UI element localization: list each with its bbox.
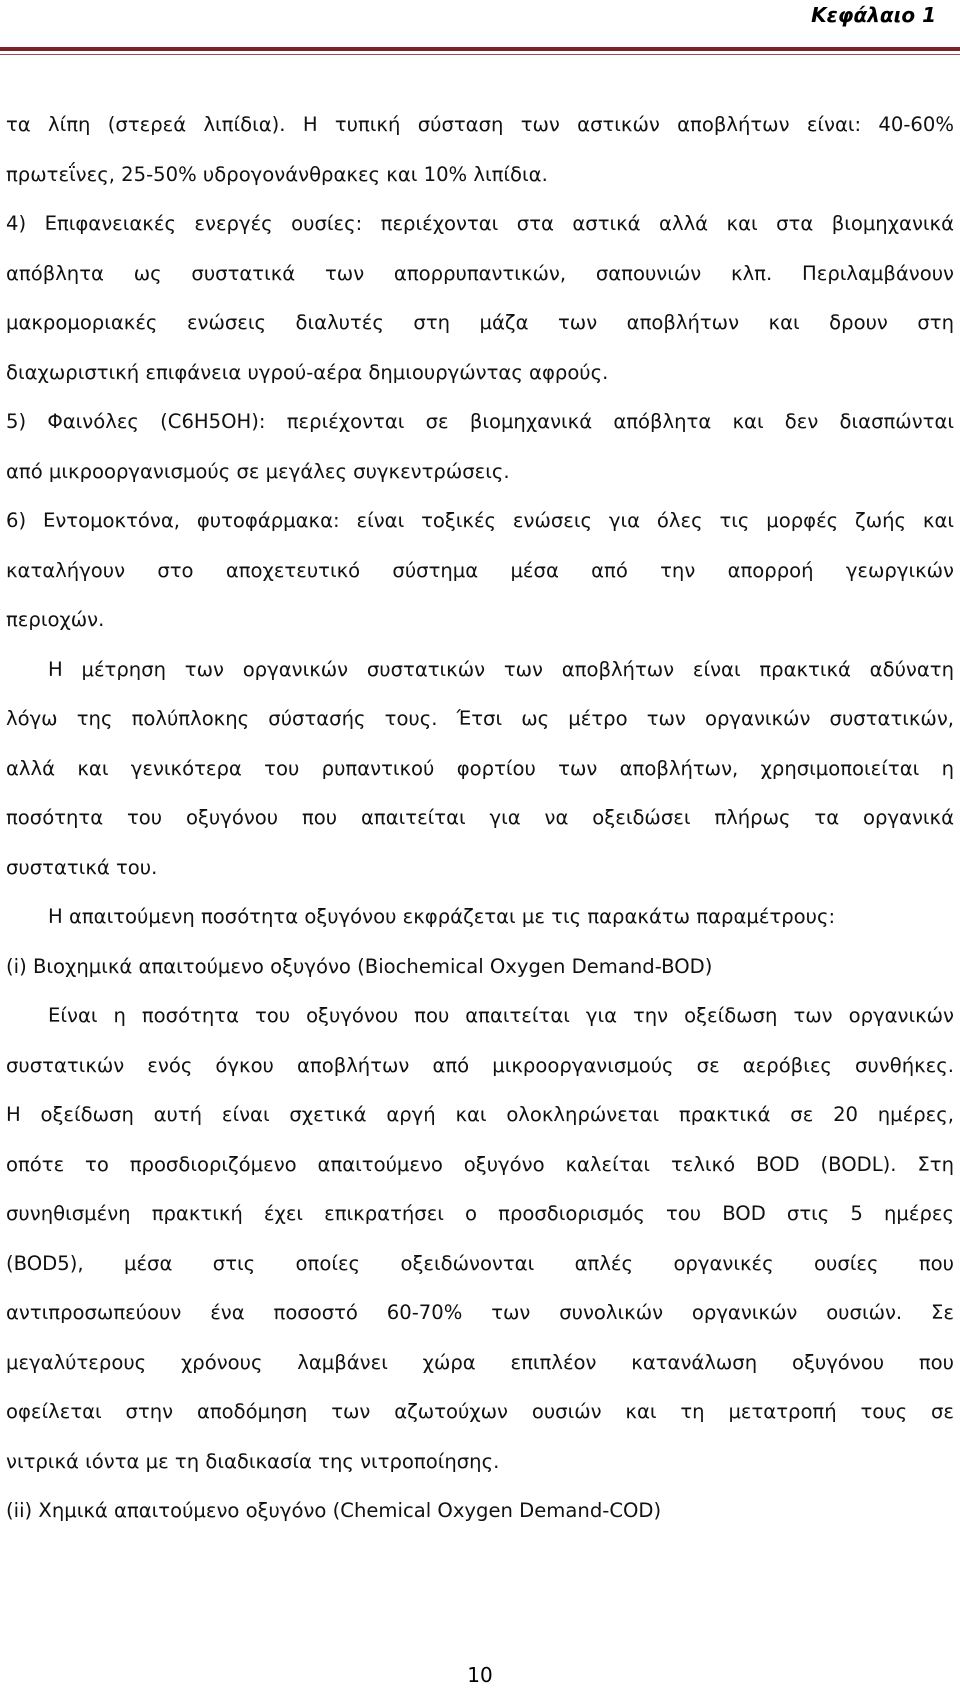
text-line: οφείλεται στην αποδόμηση των αζωτούχων ουσιών και τη μετατροπή τους σε [6, 1400, 954, 1423]
text-line: Η μέτρηση των οργανικών συστατικών των αποβλήτων είναι πρακτικά αδύνατη [48, 657, 954, 681]
text-line: Η οξείδωση αυτή είναι σχετικά αργή και ολοκληρώνεται πρακτικά σε 20 ημέρες, [6, 1103, 954, 1126]
text-line: οπότε το προσδιοριζόμενο απαιτούμενο οξυγόνο καλείται τελικό BOD (BODL). Στη [6, 1152, 954, 1176]
text-line: μακρομοριακές ενώσεις διαλυτές στη μάζα των αποβλήτων και δρουν στη [6, 311, 954, 334]
text-line: συνηθισμένη πρακτική έχει επικρατήσει ο προσδιορισμός του BOD στις 5 ημέρες [6, 1202, 954, 1225]
text-line: από μικροοργανισμούς σε μεγάλες συγκεντρώσεις. [6, 459, 510, 483]
text-line: περιοχών. [6, 608, 105, 631]
text-line: (BOD5), μέσα στις οποίες οξειδώνονται απλές οργανικές ουσίες που [6, 1251, 954, 1275]
page-body [6, 100, 954, 1536]
text-line: Η απαιτούμενη ποσότητα οξυγόνου εκφράζεται με τις παρακάτω παραμέτρους: [48, 905, 836, 928]
text-line: νιτρικά ιόντα με τη διαδικασία της νιτροποίησης. [6, 1449, 500, 1473]
text-line: Είναι η ποσότητα του οξυγόνου που απαιτείται για την οξείδωση των οργανικών [48, 1004, 954, 1027]
text-line: 6) Εντομοκτόνα, φυτοφάρμακα: είναι τοξικές ενώσεις για όλες τις μορφές ζωής και [6, 509, 954, 532]
text-line: πρωτεΐνες, 25-50% υδρογονάνθρακες και 10% λιπίδια. [6, 162, 548, 186]
header-rule [0, 47, 960, 51]
chapter-title: Κεφάλαιο 1 [811, 3, 936, 27]
page-number: 10 [467, 1663, 493, 1687]
text-line: μεγαλύτερους χρόνους λαμβάνει χώρα επιπλέον κατανάλωση οξυγόνου που [6, 1350, 954, 1374]
text-line: αντιπροσωπεύουν ένα ποσοστό 60-70% των συνολικών οργανικών ουσιών. Σε [6, 1301, 954, 1324]
header-rule-thin [0, 54, 960, 55]
text-line: λόγω της πολύπλοκης σύστασής τους. Έτσι ως μέτρο των οργανικών συστατικών, [6, 707, 954, 730]
text-line: 4) Επιφανειακές ενεργές ουσίες: περιέχονται στα αστικά αλλά και στα βιομηχανικά [6, 212, 954, 235]
text-line: καταλήγουν στο αποχετευτικό σύστημα μέσα από την απορροή γεωργικών [6, 558, 954, 582]
text-line: συστατικά του. [6, 855, 158, 879]
text-line: (ii) Χημικά απαιτούμενο οξυγόνο (Chemical Oxygen Demand-COD) [6, 1499, 662, 1522]
page-header [0, 0, 960, 60]
text-line: απόβλητα ως συστατικά των απορρυπαντικών, σαπουνιών κλπ. Περιλαμβάνουν [6, 261, 954, 285]
text-line: συστατικών ενός όγκου αποβλήτων από μικροοργανισμούς σε αερόβιες συνθήκες. [6, 1053, 954, 1077]
text-line: ποσότητα του οξυγόνου που απαιτείται για να οξειδώσει πλήρως τα οργανικά [6, 806, 954, 829]
text-line: (i) Βιοχημικά απαιτούμενο οξυγόνο (Biochemical Oxygen Demand-BOD) [6, 954, 713, 978]
text-line: τα λίπη (στερεά λιπίδια). Η τυπική σύσταση των αστικών αποβλήτων είναι: 40-60% [6, 113, 954, 136]
text-line: διαχωριστική επιφάνεια υγρού-αέρα δημιουργώντας αφρούς. [6, 360, 609, 384]
text-line: αλλά και γενικότερα του ρυπαντικού φορτίου των αποβλήτων, χρησιμοποιείται η [6, 756, 954, 780]
text-line: 5) Φαινόλες (C6H5OH): περιέχονται σε βιομηχανικά απόβλητα και δεν διασπώνται [6, 410, 954, 433]
